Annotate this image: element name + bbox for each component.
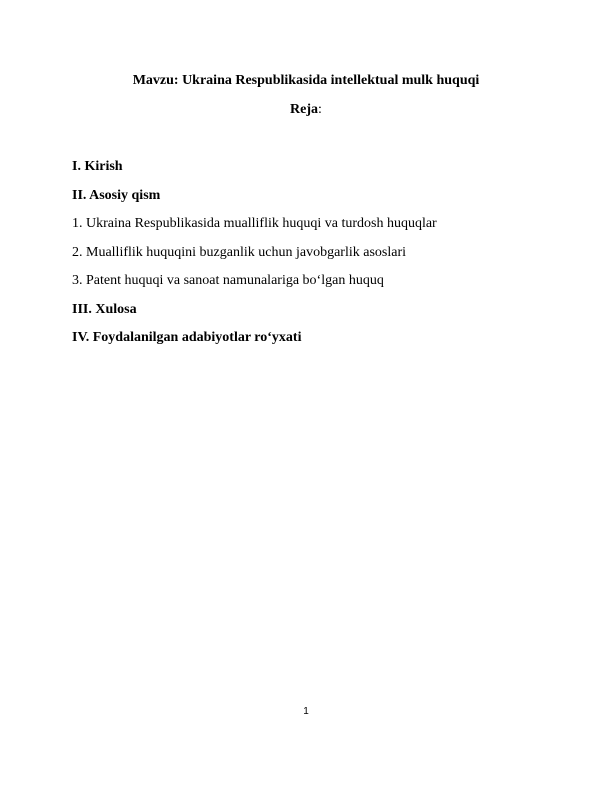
outline-item-main-part: II. Asosiy qism	[72, 187, 161, 203]
plan-outline	[72, 158, 542, 358]
outline-item-subsection-3: 3. Patent huquqi va sanoat namunalariga bo‘lgan huquq	[72, 273, 384, 288]
document-title: Mavzu: Ukraina Respublikasida intellektual mulk huquqi	[132, 73, 480, 88]
outline-item-conclusion: III. Xulosa	[72, 301, 137, 317]
outline-item-subsection-2: 2. Mualliflik huquqini buzganlik uchun javobgarlik asoslari	[72, 244, 406, 260]
plan-colon: :	[318, 102, 322, 117]
plan-label: Reja	[290, 102, 319, 117]
outline-item-subsection-1: 1. Ukraina Respublikasida mualliflik huquqi va turdosh huquqlar	[72, 216, 437, 231]
outline-item-introduction: I. Kirish	[72, 159, 123, 174]
page-number: 1	[303, 706, 309, 717]
outline-item-references: IV. Foydalanilgan adabiyotlar ro‘yxati	[72, 330, 302, 345]
plan-heading	[0, 101, 612, 119]
